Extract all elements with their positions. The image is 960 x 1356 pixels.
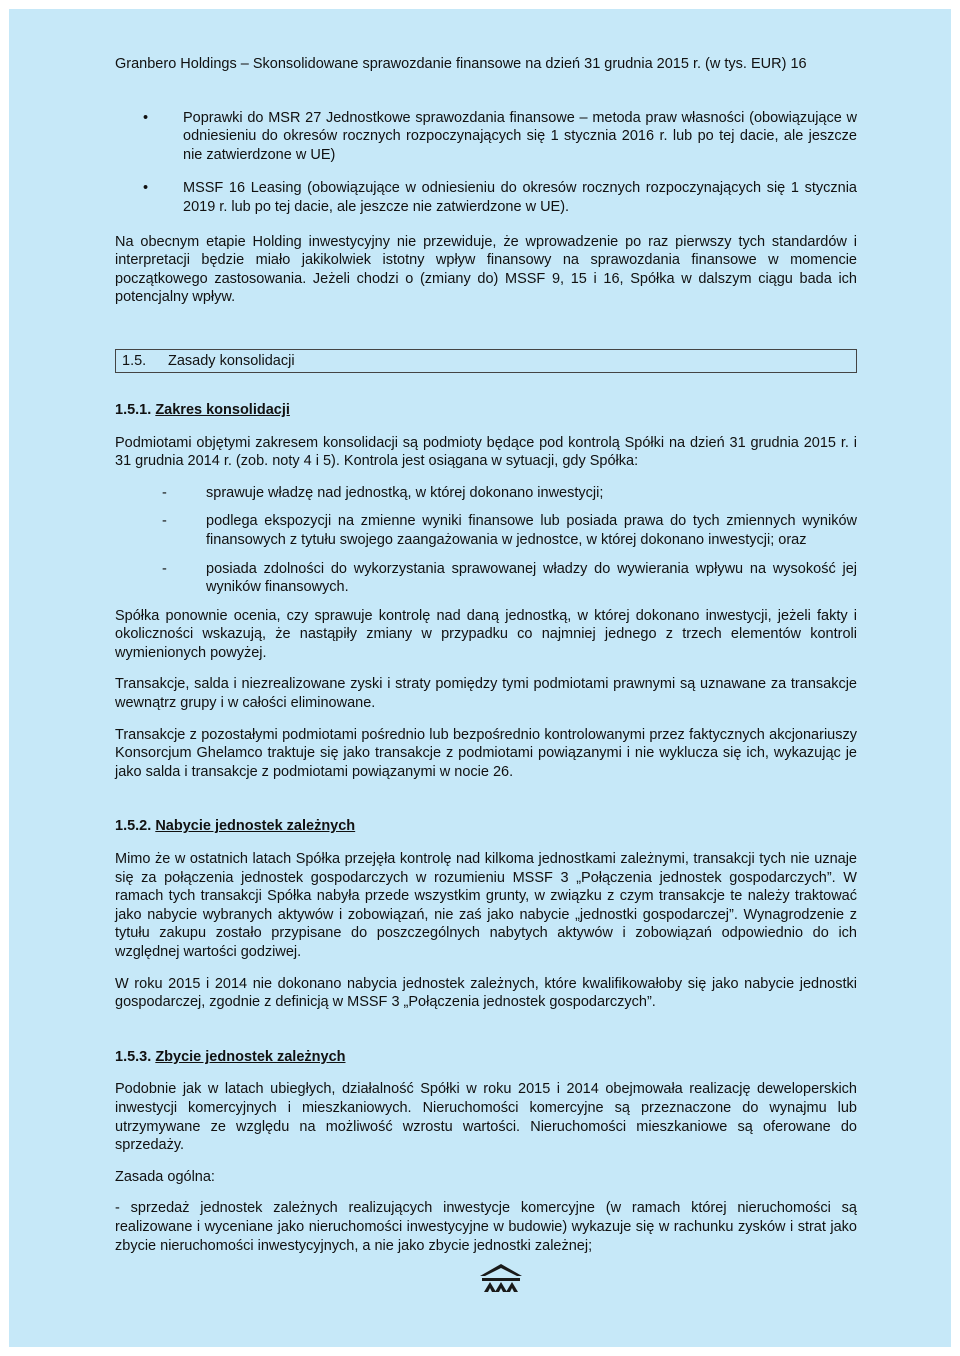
paragraph: Transakcje, salda i niezrealizowane zyski i straty pomiędzy tymi podmiotami prawnymi są uznawane za transakcje wewnątrz grupy i w całości eliminowane. bbox=[115, 676, 857, 712]
list-item: - sprawuje władzę nad jednostką, w której dokonano inwestycji; bbox=[162, 484, 604, 501]
subsection-heading: 1.5.2. Nabycie jednostek zależnych bbox=[115, 818, 356, 835]
intro-paragraph: Na obecnym etapie Holding inwestycyjny nie przewiduje, że wprowadzenie po raz pierwszy tych standardów i interpretacji będzie miało jakikolwiek istotny wpływ finansowy na sprawozdania finansowe w momencie początkowego zastosowania. Jeżeli chodzi o (zmiany do) MSSF 9, 15 i 16, Spółka w dalszym ciągu bada ich potencjalny wpływ. bbox=[115, 233, 857, 306]
paragraph: - sprzedaż jednostek zależnych realizujących inwestycje komercyjne (w ramach której nieruchomości są realizowane i wyceniane jako nieruchomości inwestycyjne w budowie) wykazuje się w rachunku zysków i strat jako zbycie nieruchomości inwestycyjnych, a nie jako zbycie jednostki zależnej; bbox=[115, 1200, 857, 1254]
company-logo-icon bbox=[478, 1262, 524, 1294]
subsection-heading: 1.5.3. Zbycie jednostek zależnych bbox=[115, 1048, 346, 1065]
document-content bbox=[115, 55, 857, 1268]
dash-marker: - bbox=[162, 560, 167, 577]
subsection-heading: 1.5.1. Zakres konsolidacji bbox=[115, 401, 290, 418]
page-header: Granbero Holdings – Skonsolidowane sprawozdanie finansowe na dzień 31 grudnia 2015 r. (w tys. EUR) 16 bbox=[115, 56, 807, 72]
dash-marker: - bbox=[162, 513, 167, 530]
control-criteria-list bbox=[115, 484, 857, 597]
dash-marker: - bbox=[162, 484, 167, 501]
paragraph: Podobnie jak w latach ubiegłych, działalność Spółki w roku 2015 i 2014 obejmowała realizację deweloperskich inwestycji komercyjnych i mieszkaniowych. Nieruchomości komercyjne są przeznaczone do wynajmu lub utrzymywane ze względu na możliwość wzrostu wartości. Nieruchomości mieszkaniowe są oferowane do sprzedaży. bbox=[115, 1081, 857, 1154]
paragraph: Spółka ponownie ocenia, czy sprawuje kontrolę nad daną jednostką, w której dokonano inwestycji, jeżeli fakty i okoliczności wskazują, że nastąpiły zmiany w przypadku co najmniej jednego z trzech elementów kontroli wymienionych powyżej. bbox=[115, 607, 857, 661]
paragraph: Transakcje z pozostałymi podmiotami pośrednio lub bezpośrednio kontrolowanymi przez faktycznych akcjonariuszy Konsorcjum Ghelamco traktuje się jako transakcje z podmiotami powiązanymi i nie wyklucza się ich, wykazując je jako salda i transakcje z podmiotami powiązanymi w nocie 26. bbox=[115, 726, 857, 780]
bullet-icon: • bbox=[143, 109, 149, 126]
section-title: Zasady konsolidacji bbox=[168, 352, 295, 369]
list-item: - podlega ekspozycji na zmienne wyniki finansowe lub posiada prawa do tych zmiennych wyników finansowych z tytułu swojego zaangażowania w jednostce, w której dokonano inwestycji; oraz bbox=[162, 513, 857, 548]
paragraph: Zasada ogólna: bbox=[115, 1168, 215, 1185]
paragraph: W roku 2015 i 2014 nie dokonano nabycia jednostek zależnych, które kwalifikowałoby się jako nabycie jednostki gospodarczej, zgodnie z definicją w MSSF 3 „Połączenia jednostek gospodarczych”. bbox=[115, 975, 857, 1011]
section-number: 1.5. bbox=[122, 352, 147, 369]
section-heading-box bbox=[115, 349, 857, 373]
bullet-icon: • bbox=[143, 180, 149, 197]
paragraph: Podmiotami objętymi zakresem konsolidacji są podmioty będące pod kontrolą Spółki na dzień 31 grudnia 2015 r. i 31 grudnia 2014 r. (zob. noty 4 i 5). Kontrola jest osiągana w sytuacji, gdy Spółka: bbox=[115, 434, 857, 470]
paragraph: Mimo że w ostatnich latach Spółka przejęła kontrolę nad kilkoma jednostkami zależnymi, transakcji tych nie uznaje się za połączenia jednostek gospodarczych w rozumieniu MSSF 3 „Połączenia jednostek gospodarczych”. W ramach tych transakcji Spółka nabyła przede wszystkim grunty, w związku z czym transakcje te należy traktować jako nabycie wybranych aktywów i zobowiązań, nie zaś jako nabycie „jednostki gospodarczej”. Wynagrodzenie z tytułu zakupu zostało przypisane do poszczególnych nabytych aktywów i zobowiązań odpowiednio do ich względnej wartości godziwej. bbox=[115, 851, 857, 960]
list-item: • MSSF 16 Leasing (obowiązujące w odniesieniu do okresów rocznych rozpoczynających się 1 stycznia 2019 r. lub po tej dacie, ale jeszcze nie zatwierdzone w UE). bbox=[143, 180, 857, 215]
document-page bbox=[9, 9, 951, 1347]
standards-bullet-list bbox=[115, 109, 857, 217]
list-item: • Poprawki do MSR 27 Jednostkowe sprawozdania finansowe – metoda praw własności (obowiązujące w odniesieniu do okresów rocznych rozpoczynających się 1 stycznia 2016 r. lub po tej dacie, ale jeszcze nie zatwierdzone w UE) bbox=[143, 109, 857, 163]
list-item: - posiada zdolności do wykorzystania sprawowanej władzy do wywierania wpływu na wysokość jej wyników finansowych. bbox=[162, 560, 857, 596]
